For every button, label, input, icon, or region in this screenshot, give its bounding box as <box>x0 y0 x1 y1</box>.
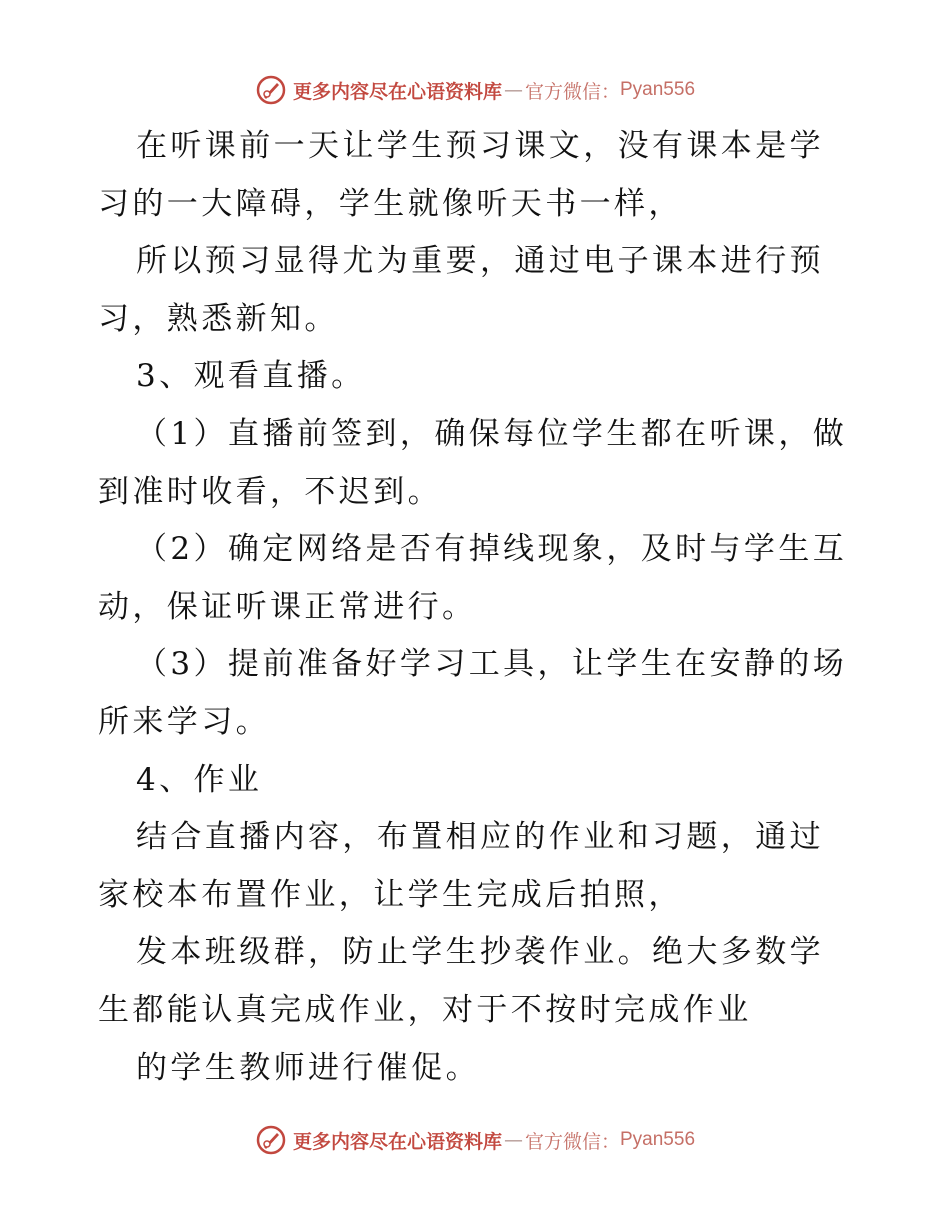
watermark-wechat-label: 官方微信： <box>524 80 620 103</box>
paragraph-preview-importance: 所以预习显得尤为重要，通过电子课本进行预习，熟悉新知。 <box>98 243 824 337</box>
watermark-wechat-id: Pyan556 <box>620 79 696 100</box>
list-item-sign-in: （1）直播前签到，确保每位学生都在听课，做到准时收看，不迟到。 <box>98 415 848 510</box>
list-item-tools: （3）提前准备好学习工具，让学生在安静的场所来学习。 <box>98 646 848 740</box>
paragraph-homework-assign: 结合直播内容，布置相应的作业和习题，通过家校本布置作业，让学生完成后拍照， <box>98 819 824 913</box>
list-item-network: （2）确定网络是否有掉线现象，及时与学生互动，保证听课正常进行。 <box>98 531 848 625</box>
paragraph-homework-urge: 的学生教师进行催促。 <box>136 1049 480 1086</box>
paragraph-homework-group: 发本班级群，防止学生抄袭作业。绝大多数学生都能认真完成作业，对于不按时完成作业 <box>98 934 824 1028</box>
footer-watermark <box>0 1120 950 1160</box>
document-body <box>98 118 858 1097</box>
watermark-brand-text: 更多内容尽在心语资料库 <box>292 1130 502 1153</box>
header-watermark <box>0 70 950 110</box>
watermark-brand-text: 更多内容尽在心语资料库 <box>292 80 502 103</box>
watermark-separator: — <box>503 79 523 101</box>
heading-watch-live: 3、观看直播。 <box>136 358 366 395</box>
quill-pen-icon <box>255 74 287 106</box>
watermark-wechat-label: 官方微信： <box>524 1130 620 1153</box>
heading-homework: 4、作业 <box>136 761 263 798</box>
quill-pen-icon <box>255 1124 287 1156</box>
watermark-wechat-id: Pyan556 <box>620 1129 696 1150</box>
paragraph-preview-lesson: 在听课前一天让学生预习课文，没有课本是学习的一大障碍，学生就像听天书一样， <box>98 128 824 222</box>
watermark-separator: — <box>503 1129 523 1151</box>
